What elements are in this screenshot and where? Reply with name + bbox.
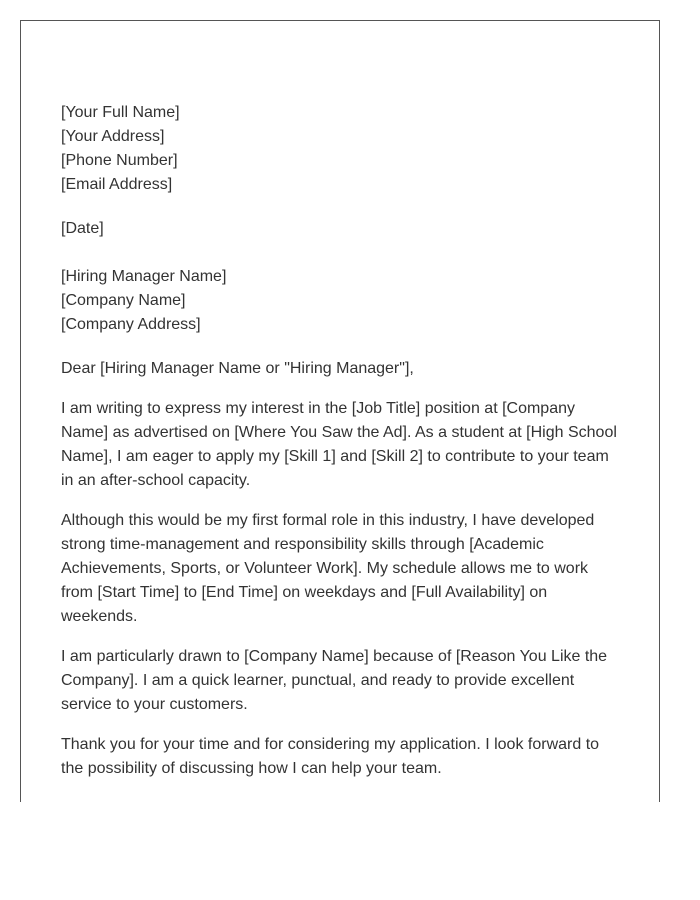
salutation bbox=[61, 357, 631, 381]
paragraph-line: weekends. bbox=[61, 608, 138, 625]
salutation-text: Dear [Hiring Manager Name or "Hiring Manager"], bbox=[61, 360, 414, 377]
paragraph-line: I am writing to express my interest in the [Job Title] position at [Company bbox=[61, 400, 575, 417]
recipient-block bbox=[61, 265, 631, 337]
recipient-company: [Company Name] bbox=[61, 292, 186, 309]
paragraph-line: Name] as advertised on [Where You Saw the Ad]. As a student at [High School bbox=[61, 424, 617, 441]
paragraph-line: Achievements, Sports, or Volunteer Work]. My schedule allows me to work bbox=[61, 560, 589, 577]
paragraph-line: Company]. I am a quick learner, punctual, and ready to provide excellent bbox=[61, 672, 575, 689]
paragraph-line: the possibility of discussing how I can help your team. bbox=[61, 760, 442, 777]
body-paragraph-3 bbox=[61, 645, 631, 717]
paragraph-line: service to your customers. bbox=[61, 696, 248, 713]
letter-date: [Date] bbox=[61, 220, 104, 237]
body-paragraph-2 bbox=[61, 509, 631, 629]
sender-email: [Email Address] bbox=[61, 176, 173, 193]
paragraph-line: I am particularly drawn to [Company Name] because of [Reason You Like the bbox=[61, 648, 608, 665]
paragraph-line: strong time-management and responsibility skills through [Academic bbox=[61, 536, 544, 553]
letter-page bbox=[20, 20, 660, 802]
body-paragraph-1 bbox=[61, 397, 631, 493]
sender-phone: [Phone Number] bbox=[61, 152, 178, 169]
paragraph-line: Thank you for your time and for considering my application. I look forward to bbox=[61, 736, 600, 753]
recipient-manager: [Hiring Manager Name] bbox=[61, 268, 227, 285]
sender-address: [Your Address] bbox=[61, 128, 165, 145]
sender-block bbox=[61, 101, 631, 197]
paragraph-line: from [Start Time] to [End Time] on weekdays and [Full Availability] on bbox=[61, 584, 548, 601]
date-block bbox=[61, 217, 631, 241]
sender-name: [Your Full Name] bbox=[61, 104, 180, 121]
recipient-address: [Company Address] bbox=[61, 316, 201, 333]
paragraph-line: in an after-school capacity. bbox=[61, 472, 251, 489]
paragraph-line: Although this would be my first formal role in this industry, I have developed bbox=[61, 512, 595, 529]
paragraph-line: Name], I am eager to apply my [Skill 1] and [Skill 2] to contribute to your team bbox=[61, 448, 609, 465]
body-paragraph-4 bbox=[61, 733, 631, 781]
letter-content bbox=[61, 101, 631, 797]
